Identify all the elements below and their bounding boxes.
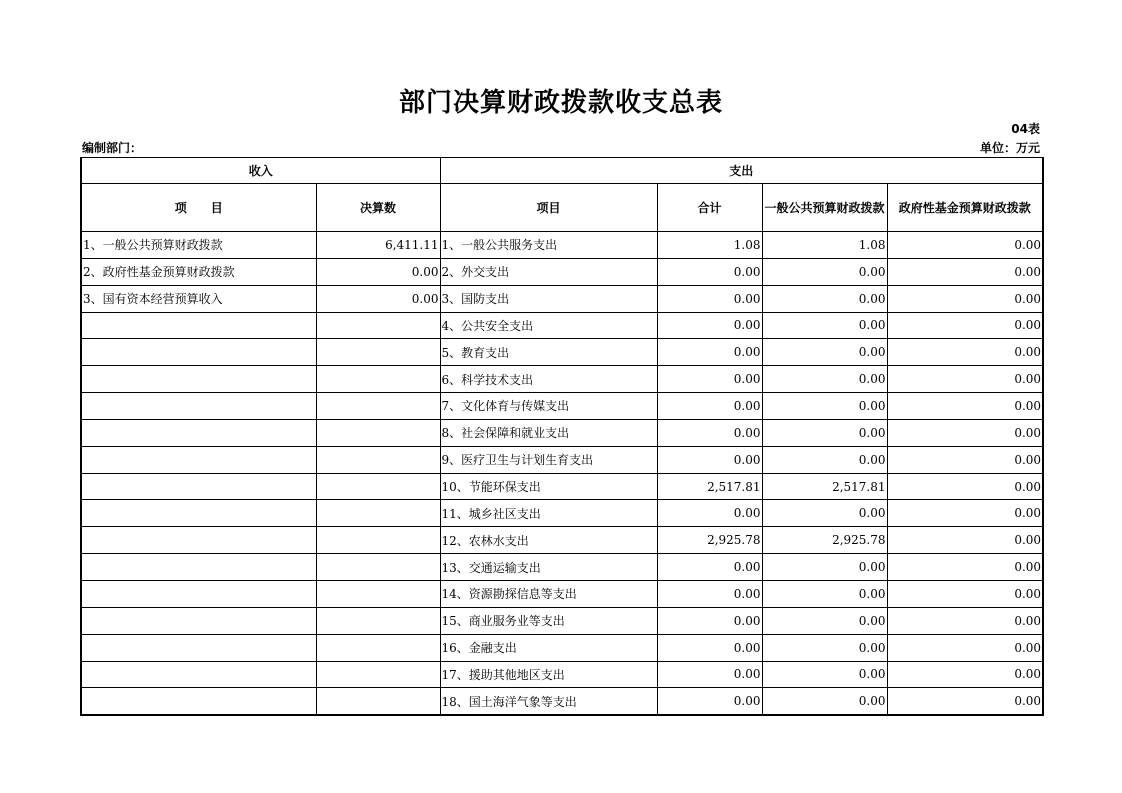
total-cell: 0.00 [657,393,762,420]
table-row [81,527,1043,554]
general-budget-cell: 0.00 [762,607,887,634]
general-budget-cell: 1.08 [762,232,887,259]
table-row [81,554,1043,581]
table-number: 04表 [1011,122,1040,136]
general-budget-cell: 0.00 [762,366,887,393]
income-item-cell [81,366,316,393]
income-item-cell [81,527,316,554]
expense-item-cell: 5、教育支出 [440,339,657,366]
gov-fund-cell: 0.00 [887,607,1043,634]
gov-fund-cell: 0.00 [887,258,1043,285]
gov-fund-cell: 0.00 [887,634,1043,661]
general-budget-cell: 0.00 [762,419,887,446]
income-item-cell [81,393,316,420]
total-cell: 0.00 [657,258,762,285]
expense-item-cell: 1、一般公共服务支出 [440,232,657,259]
income-item-cell [81,634,316,661]
general-budget-cell: 0.00 [762,258,887,285]
col-income-item: 项 目 [81,184,316,232]
gov-fund-cell: 0.00 [887,232,1043,259]
income-amount-cell [316,688,440,715]
table-row [81,607,1043,634]
total-cell: 0.00 [657,366,762,393]
income-amount-cell [316,661,440,688]
income-amount-cell [316,500,440,527]
table-row [81,473,1043,500]
table-row [81,500,1043,527]
table-row [81,285,1043,312]
total-cell: 0.00 [657,607,762,634]
general-budget-cell: 0.00 [762,285,887,312]
general-budget-cell: 0.00 [762,312,887,339]
general-budget-cell: 0.00 [762,634,887,661]
table-row [81,634,1043,661]
gov-fund-cell: 0.00 [887,688,1043,715]
total-cell: 0.00 [657,688,762,715]
income-header: 收入 [81,158,440,184]
income-item-cell: 2、政府性基金预算财政拨款 [81,258,316,285]
total-cell: 0.00 [657,446,762,473]
gov-fund-cell: 0.00 [887,527,1043,554]
general-budget-cell: 0.00 [762,580,887,607]
income-item-cell [81,500,316,527]
col-general-budget: 一般公共预算财政拨款 [762,184,887,232]
finance-summary-table [80,157,1044,716]
expense-header: 支出 [440,158,1043,184]
expense-item-cell: 4、公共安全支出 [440,312,657,339]
income-item-cell [81,661,316,688]
income-item-cell [81,580,316,607]
unit-label: 单位：万元 [979,141,1040,155]
table-row [81,419,1043,446]
income-amount-cell [316,339,440,366]
gov-fund-cell: 0.00 [887,580,1043,607]
expense-item-cell: 11、城乡社区支出 [440,500,657,527]
total-cell: 1.08 [657,232,762,259]
header-row-columns [81,184,1043,232]
expense-item-cell: 16、金融支出 [440,634,657,661]
income-amount-cell: 0.00 [316,258,440,285]
general-budget-cell: 2,517.81 [762,473,887,500]
income-amount-cell [316,580,440,607]
expense-item-cell: 9、医疗卫生与计划生育支出 [440,446,657,473]
income-amount-cell [316,312,440,339]
expense-item-cell: 8、社会保障和就业支出 [440,419,657,446]
income-amount-cell [316,419,440,446]
expense-item-cell: 10、节能环保支出 [440,473,657,500]
income-amount-cell: 6,411.11 [316,232,440,259]
table-row [81,258,1043,285]
income-amount-cell [316,366,440,393]
gov-fund-cell: 0.00 [887,554,1043,581]
gov-fund-cell: 0.00 [887,446,1043,473]
gov-fund-cell: 0.00 [887,285,1043,312]
total-cell: 0.00 [657,500,762,527]
expense-item-cell: 13、交通运输支出 [440,554,657,581]
income-item-cell: 3、国有资本经营预算收入 [81,285,316,312]
expense-item-cell: 18、国土海洋气象等支出 [440,688,657,715]
expense-item-cell: 12、农林水支出 [440,527,657,554]
expense-item-cell: 6、科学技术支出 [440,366,657,393]
gov-fund-cell: 0.00 [887,473,1043,500]
expense-item-cell: 14、资源勘探信息等支出 [440,580,657,607]
header-row-group [81,158,1043,184]
general-budget-cell: 0.00 [762,500,887,527]
general-budget-cell: 2,925.78 [762,527,887,554]
general-budget-cell: 0.00 [762,661,887,688]
general-budget-cell: 0.00 [762,554,887,581]
expense-item-cell: 2、外交支出 [440,258,657,285]
table-row [81,232,1043,259]
total-cell: 2,517.81 [657,473,762,500]
income-amount-cell [316,554,440,581]
expense-item-cell: 3、国防支出 [440,285,657,312]
table-row [81,339,1043,366]
income-amount-cell: 0.00 [316,285,440,312]
general-budget-cell: 0.00 [762,688,887,715]
gov-fund-cell: 0.00 [887,419,1043,446]
page-title: 部门决算财政拨款收支总表 [398,88,723,118]
general-budget-cell: 0.00 [762,446,887,473]
table-row [81,446,1043,473]
gov-fund-cell: 0.00 [887,661,1043,688]
table-row [81,580,1043,607]
table-row [81,661,1043,688]
income-item-cell [81,419,316,446]
income-item-cell [81,446,316,473]
total-cell: 2,925.78 [657,527,762,554]
income-item-cell [81,473,316,500]
gov-fund-cell: 0.00 [887,366,1043,393]
expense-item-cell: 15、商业服务业等支出 [440,607,657,634]
income-amount-cell [316,607,440,634]
col-expense-item: 项目 [440,184,657,232]
gov-fund-cell: 0.00 [887,500,1043,527]
col-total: 合计 [657,184,762,232]
income-amount-cell [316,393,440,420]
income-amount-cell [316,634,440,661]
table-row [81,393,1043,420]
col-final-amount: 决算数 [316,184,440,232]
income-item-cell [81,312,316,339]
col-gov-fund: 政府性基金预算财政拨款 [887,184,1043,232]
gov-fund-cell: 0.00 [887,312,1043,339]
total-cell: 0.00 [657,285,762,312]
total-cell: 0.00 [657,580,762,607]
total-cell: 0.00 [657,661,762,688]
income-amount-cell [316,446,440,473]
total-cell: 0.00 [657,419,762,446]
income-amount-cell [316,527,440,554]
income-item-cell [81,607,316,634]
income-item-cell: 1、一般公共预算财政拨款 [81,232,316,259]
total-cell: 0.00 [657,312,762,339]
gov-fund-cell: 0.00 [887,339,1043,366]
compiling-department-label: 编制部门： [82,141,143,155]
income-amount-cell [316,473,440,500]
table-row [81,312,1043,339]
table-row [81,366,1043,393]
total-cell: 0.00 [657,554,762,581]
total-cell: 0.00 [657,634,762,661]
expense-item-cell: 17、援助其他地区支出 [440,661,657,688]
table-row [81,688,1043,715]
expense-item-cell: 7、文化体育与传媒支出 [440,393,657,420]
income-item-cell [81,339,316,366]
income-item-cell [81,688,316,715]
gov-fund-cell: 0.00 [887,393,1043,420]
general-budget-cell: 0.00 [762,393,887,420]
income-item-cell [81,554,316,581]
general-budget-cell: 0.00 [762,339,887,366]
total-cell: 0.00 [657,339,762,366]
